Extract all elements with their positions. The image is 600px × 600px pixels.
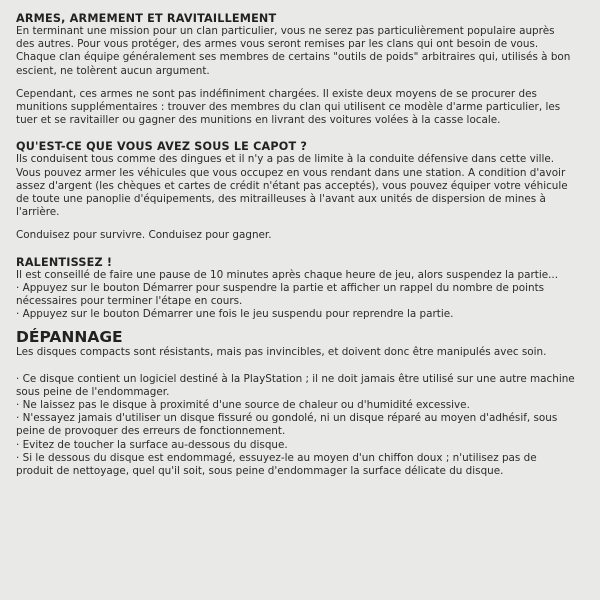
bullet-item: · Ce disque contient un logiciel destiné à la PlayStation ; il ne doit jamais être utilisé sur une autre machine sous peine de l'endommager. <box>16 372 575 398</box>
section-heading-ralentissez: RALENTISSEZ ! <box>16 255 113 269</box>
bullet-item: · N'essayez jamais d'utiliser un disque fissuré ou gondolé, ni un disque réparé au moyen d'adhésif, sous peine de provoquer des erreurs de fonctionnement. <box>16 412 558 438</box>
section-heading-armes: ARMES, ARMEMENT ET RAVITAILLEMENT <box>16 12 277 25</box>
armes-paragraph-2: Cependant, ces armes ne sont pas indéfiniment chargées. Il existe deux moyens de se procurer des munitions supplémentaires : trouver des membres du clan qui utilisent ce modèle d'arme particulier, les tuer et se ravitailler ou gagner des munitions en livrant des voitures volées à la casse locale. <box>16 87 561 127</box>
bullet-item: · Evitez de toucher la surface au-dessous du disque. <box>16 438 288 451</box>
capot-paragraph-2: Conduisez pour survivre. Conduisez pour gagner. <box>16 229 272 242</box>
ralentissez-bullet-list <box>16 282 576 322</box>
ralentissez-paragraph-1: Il est conseillé de faire une pause de 10 minutes après chaque heure de jeu, alors suspendez la partie... <box>16 268 559 281</box>
bullet-item: · Si le dessous du disque est endommagé, essuyez-le au moyen d'un chiffon doux ; n'utilisez pas de produit de nettoyage, quel qu'il soit, sous peine d'endommager la surface délicate du disque. <box>16 451 537 478</box>
depannage-bullet-list <box>16 373 576 479</box>
section-heading-capot: QU'EST-CE QUE VOUS AVEZ SOUS LE CAPOT ? <box>16 140 308 154</box>
bullet-item: · Appuyez sur le bouton Démarrer une fois le jeu suspendu pour reprendre la partie. <box>16 308 454 321</box>
bullet-item: · Appuyez sur le bouton Démarrer pour suspendre la partie et afficher un rappel du nombre de points nécessaires pour terminer l'étape en cours. <box>16 281 545 308</box>
manual-page <box>16 12 576 478</box>
armes-paragraph-1: En terminant une mission pour un clan particulier, vous ne serez pas particulièrement populaire auprès des autres. Pour vous protéger, des armes vous seront remises par les clans qui ont besoin de vous. Chaque clan équipe généralement ses membres de certains "outils de poids" arbitraires qui, utilisés à bon escient, ne tolèrent aucun argument. <box>16 25 571 77</box>
capot-paragraph-1: Ils conduisent tous comme des dingues et il n'y a pas de limite à la conduite défensive dans cette ville. Vous pouvez armer les véhicules que vous occupez en vous rendant dans une station. A condition d'avoir assez d'argent (les chèques et cartes de crédit n'étant pas acceptés), vous pouvez équiper votre véhicule de toute une panoplie d'équipements, des mitrailleuses à l'avant aux unités de dispersion de mines à l'arrière. <box>16 153 568 219</box>
section-heading-depannage: DÉPANNAGE <box>16 328 123 347</box>
bullet-item: · Ne laissez pas le disque à proximité d'une source de chaleur ou d'humidité excessive. <box>16 399 470 412</box>
depannage-paragraph-1: Les disques compacts sont résistants, mais pas invincibles, et doivent donc être manipulés avec soin. <box>16 346 547 359</box>
